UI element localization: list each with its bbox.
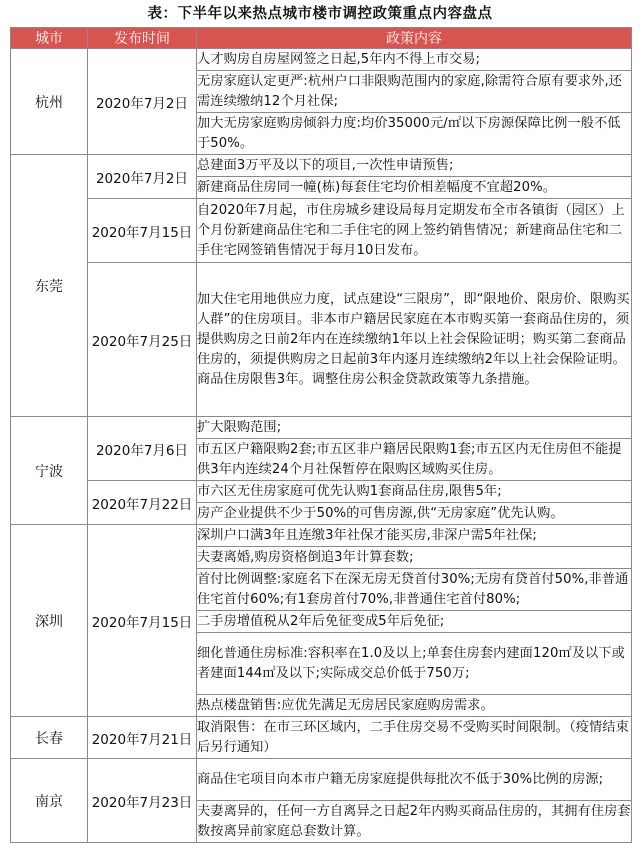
policy-cell: 总建面3万平及以下的项目,一次性申请预售; [197, 155, 632, 177]
table-row [11, 263, 632, 417]
policy-cell: 取消限售：在市三环区域内，二手住房交易不受购买时间限制。（疫情结束后另行通知） [197, 717, 632, 759]
city-cell: 东莞 [11, 155, 88, 417]
table-row [11, 417, 632, 439]
header-content: 政策内容 [197, 28, 632, 49]
city-cell: 长春 [11, 717, 88, 759]
policy-cell: 细化普通住房标准:容积率在1.0及以上;单套住房套内建面120㎡及以下或者建面144㎡及以下;实际成交总价低于750万; [197, 633, 632, 695]
policy-cell: 商品住宅项目向本市户籍无房家庭提供每批次不低于30%比例的房源; [197, 759, 632, 801]
date-cell: 2020年7月2日 [88, 155, 197, 199]
date-cell: 2020年7月2日 [88, 49, 197, 155]
city-cell: 南京 [11, 759, 88, 843]
policy-cell: 加大无房家庭购房倾斜力度:均价35000元/㎡以下房源保障比例一般不低于50%。 [197, 113, 632, 155]
table-header-row [11, 28, 632, 49]
policy-cell: 新建商品住房同一幢(栋)每套住宅均价相差幅度不宜超20%。 [197, 177, 632, 199]
policy-cell: 夫妻离异的，任何一方自离异之日起2年内购买商品住房的，其拥有住房套数按离异前家庭总套数计算。 [197, 801, 632, 843]
table-row [11, 717, 632, 759]
page-title: 表：下半年以来热点城市楼市调控政策重点内容盘点 [147, 6, 493, 22]
policy-table [10, 27, 632, 843]
city-cell: 宁波 [11, 417, 88, 525]
date-cell: 2020年7月15日 [88, 199, 197, 263]
policy-cell: 二手房增值税从2年后免征变成5年后免征; [197, 611, 632, 633]
table-row [11, 525, 632, 547]
header-date: 发布时间 [88, 28, 197, 49]
table-row [11, 481, 632, 503]
policy-cell: 热点楼盘销售:应优先满足无房居民家庭购房需求。 [197, 695, 632, 717]
date-cell: 2020年7月6日 [88, 417, 197, 481]
table-row [11, 199, 632, 263]
policy-cell: 市五区户籍限购2套;市五区非户籍居民限购1套;市五区内无住房但不能提供3年内连续24个月社保暂停在限购区域购买住房。 [197, 439, 632, 481]
date-cell: 2020年7月22日 [88, 481, 197, 525]
table-row [11, 759, 632, 801]
date-cell: 2020年7月23日 [88, 759, 197, 843]
policy-cell: 深圳户口满3年且连缴3年社保才能买房,非深户需5年社保; [197, 525, 632, 547]
policy-cell: 扩大限购范围; [197, 417, 632, 439]
policy-cell: 首付比例调整:家庭名下在深无房无贷首付30%;无房有贷首付50%,非普通住宅首付60%;有1套房首付70%,非普通住宅首付80%; [197, 569, 632, 611]
header-city: 城市 [11, 28, 88, 49]
policy-cell: 市六区无住房家庭可优先认购1套商品住房,限售5年; [197, 481, 632, 503]
policy-cell: 房产企业提供不少于50%的可售房源,供“无房家庭”优先认购。 [197, 503, 632, 525]
policy-cell: 加大住宅用地供应力度，试点建设“三限房”，即“限地价、限房价、限购买人群”的住房项目。非本市户籍居民家庭在本市购买第一套商品住房的，须提供购房之日前2年内在连续缴纳1年以上社会保险证明；购买第二套商品住房的，须提供购房之日起前3年内逐月连续缴纳2年以上社会保险证明。商品住房限售3年。调整住房公积金贷款政策等九条措施。 [197, 263, 632, 417]
date-cell: 2020年7月25日 [88, 263, 197, 417]
table-row [11, 49, 632, 71]
city-cell: 深圳 [11, 525, 88, 717]
policy-cell: 无房家庭认定更严:杭州户口非限购范围内的家庭,除需符合原有要求外,还需连续缴纳12个月社保; [197, 71, 632, 113]
table-row [11, 155, 632, 177]
date-cell: 2020年7月15日 [88, 525, 197, 717]
date-cell: 2020年7月21日 [88, 717, 197, 759]
policy-cell: 夫妻离婚,购房资格倒追3年计算套数; [197, 547, 632, 569]
policy-cell: 自2020年7月起，市住房城乡建设局每月定期发布全市各镇街（园区）上个月份新建商品住宅和二手住宅的网上签约销售情况；新建商品住宅和二手住宅网签销售情况于每月10日发布。 [197, 199, 632, 263]
policy-cell: 人才购房自房屋网签之日起,5年内不得上市交易; [197, 49, 632, 71]
city-cell: 杭州 [11, 49, 88, 155]
